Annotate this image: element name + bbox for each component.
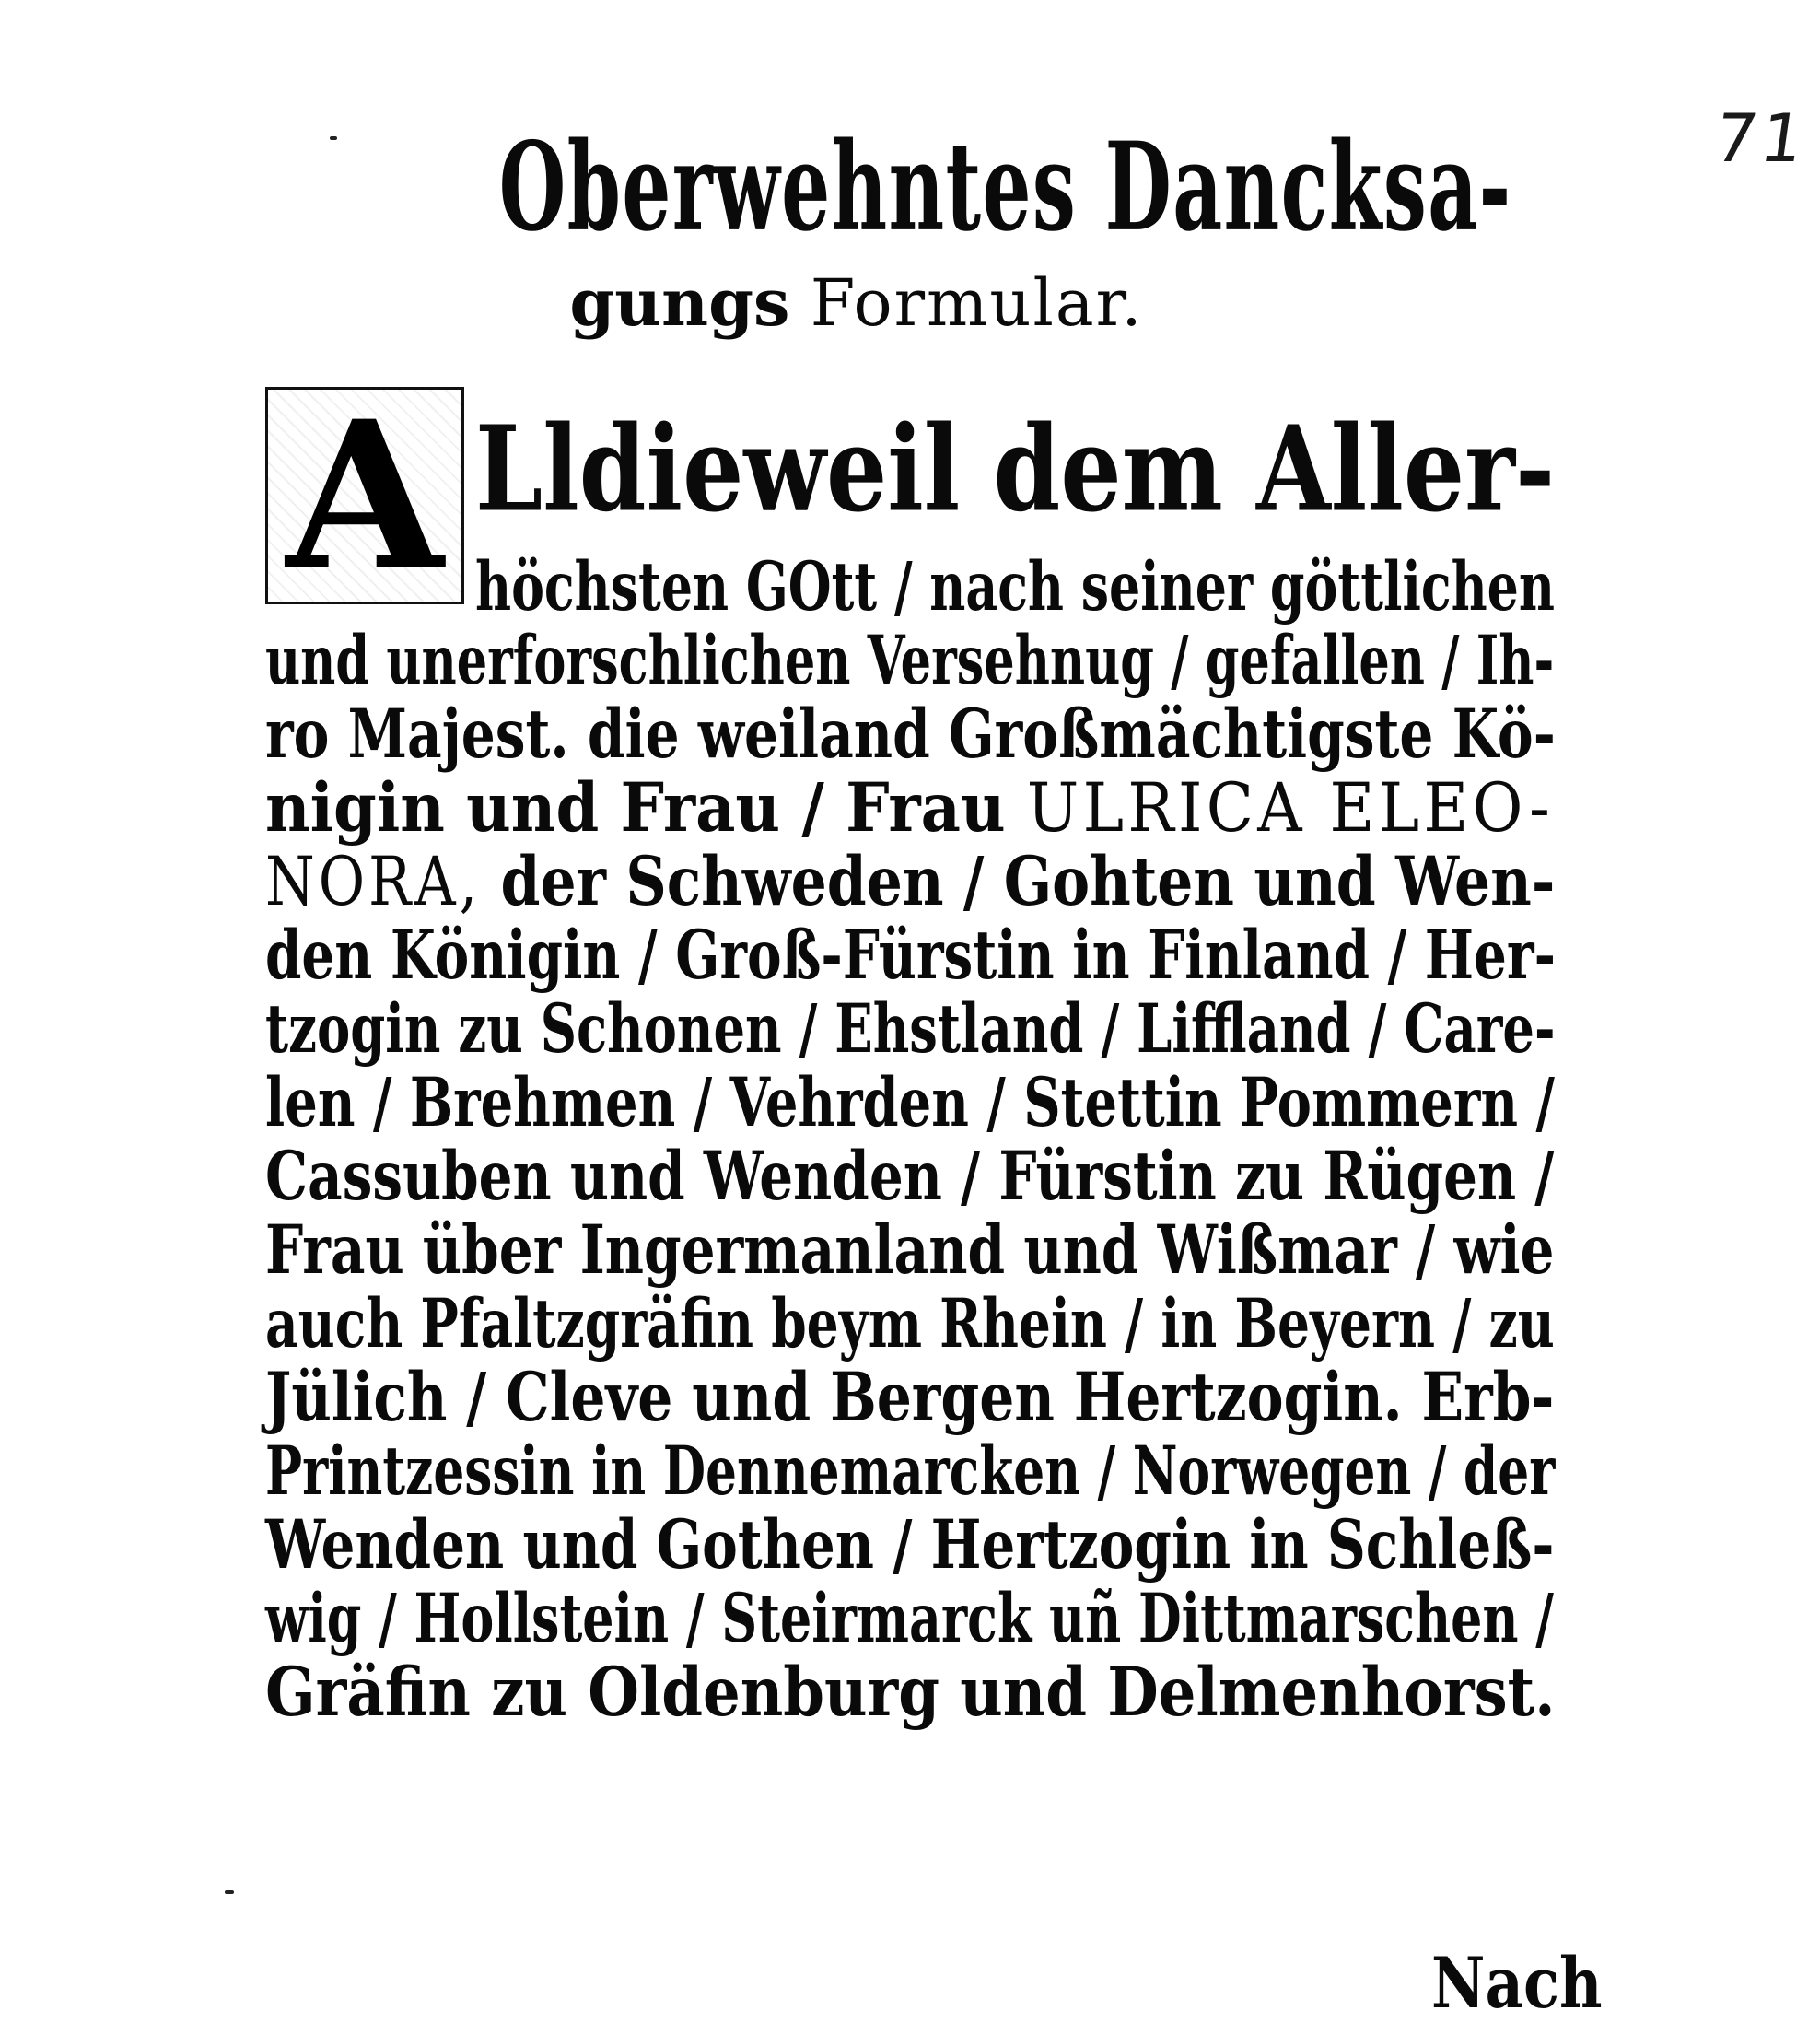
body-line-5-roman: ULRICA ELEO- — [1026, 767, 1555, 848]
body-line-7: den Königin / Groß-Fürstin in Finland / Her- — [265, 915, 1557, 995]
body-line-16: wig / Hollstein / Steirmarck uñ Dittmarschen / — [265, 1578, 1554, 1658]
body-line-1: Lldieweil dem Aller- — [475, 401, 1556, 539]
title-line-2-gothic: gungs — [569, 264, 790, 341]
body-line-6 — [265, 841, 1556, 921]
ink-speck — [330, 136, 337, 140]
body-line-6-roman: NORA, — [265, 841, 482, 921]
title-line-2-roman: Formular. — [810, 265, 1144, 341]
body-line-3: und unerforschlichen Versehnug / gefallen / Ih- — [265, 620, 1555, 700]
title-line-2 — [350, 262, 1363, 345]
body-line-8: tzogin zu Schonen / Ehstland / Liffland / Care- — [265, 988, 1556, 1069]
title-line-1: Oberwehntes Dancksa- — [498, 114, 1512, 259]
body-line-14: Printzessin in Dennemarcken / Norwegen / der — [265, 1431, 1556, 1511]
page-number: 71 — [1709, 99, 1813, 177]
drop-cap — [265, 376, 464, 614]
body-line-10: Cassuben und Wenden / Fürstin zu Rügen / — [265, 1136, 1555, 1216]
body-line-4: ro Majest. die weiland Großmächtigste Kö- — [265, 694, 1556, 774]
body-line-17: Gräfin zu Oldenburg und Delmenhorst. — [265, 1652, 1556, 1732]
body-line-5-gothic: nigin und Frau / Frau — [265, 767, 1006, 848]
drop-cap-letter: A — [286, 376, 444, 614]
ink-speck — [225, 1890, 234, 1894]
body-line-12: auch Pfaltzgräfin beym Rhein / in Beyern / zu — [265, 1283, 1555, 1363]
body-line-15: Wenden und Gothen / Hertzogin in Schleß- — [265, 1504, 1555, 1584]
body-line-13: Jülich / Cleve und Bergen Hertzogin. Erb- — [265, 1357, 1555, 1437]
title-block — [350, 114, 1512, 345]
body-line-11: Frau über Ingermanland und Wißmar / wie — [265, 1210, 1555, 1290]
body-line-5 — [265, 767, 1555, 848]
body-line-2: höchsten GOtt / nach seiner göttlichen — [475, 546, 1555, 626]
catchword: Nach — [1431, 1943, 1603, 2025]
body-line-6-gothic: der Schweden / Gohten und Wen- — [481, 841, 1556, 921]
body-line-9: len / Brehmen / Vehrden / Stettin Pommern / — [265, 1062, 1555, 1142]
